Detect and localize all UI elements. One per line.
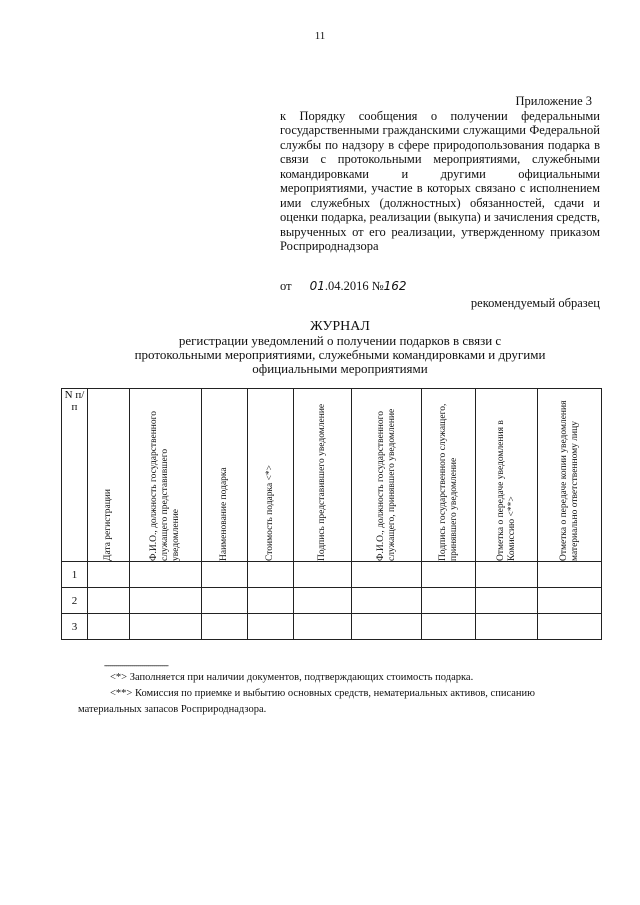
table-cell[interactable]	[88, 562, 130, 588]
footnote-2: <**> Комиссия по приемке и выбытию основных средств, нематериальных активов, списанию	[110, 688, 535, 699]
table-cell[interactable]	[476, 588, 538, 614]
table-cell[interactable]	[538, 614, 602, 640]
table-cell[interactable]	[248, 588, 294, 614]
table-cell[interactable]	[248, 614, 294, 640]
header-registration-date: Дата регистрации	[88, 389, 130, 562]
table-cell[interactable]	[294, 614, 352, 640]
appendix-title: Приложение 3	[515, 94, 592, 108]
order-line	[280, 279, 407, 294]
header-gift-cost: Стоимость подарка <*>	[248, 389, 294, 562]
journal-title: ЖУРНАЛ	[310, 319, 370, 334]
row-number: 3	[62, 614, 88, 640]
table-cell[interactable]	[130, 562, 202, 588]
journal-subtitle-line-1: регистрации уведомлений о получении подарков в связи с	[178, 333, 502, 348]
journal-table	[61, 388, 602, 640]
table-cell[interactable]	[130, 588, 202, 614]
table-cell[interactable]	[422, 614, 476, 640]
header-commission-transfer: Отметка о передаче уведомления в Комиссию <**>	[476, 389, 538, 562]
order-date-rest: .04.2016 №	[324, 279, 384, 293]
footnote-rule: --------------------------------	[104, 660, 168, 670]
table-cell[interactable]	[538, 562, 602, 588]
journal-subtitle-line-3: официальными мероприятиями	[252, 361, 428, 376]
header-row-number: N п/п	[62, 389, 88, 562]
table-cell[interactable]	[352, 588, 422, 614]
table-cell[interactable]	[202, 588, 248, 614]
header-submitter-signature: Подпись представившего уведомление	[294, 389, 352, 562]
table-cell[interactable]	[248, 562, 294, 588]
table-cell[interactable]	[352, 562, 422, 588]
header-submitter-name: Ф.И.О., должность государственного служащего представившего уведомление	[130, 389, 202, 562]
table-cell[interactable]	[422, 588, 476, 614]
table-cell[interactable]	[130, 614, 202, 640]
header-gift-name: Наименование подарка	[202, 389, 248, 562]
table-header-row	[62, 389, 602, 562]
table-cell[interactable]	[294, 562, 352, 588]
row-number: 1	[62, 562, 88, 588]
table-cell[interactable]	[476, 562, 538, 588]
table-row	[62, 588, 602, 614]
page-number: 11	[314, 30, 326, 42]
table-cell[interactable]	[538, 588, 602, 614]
footnotes	[78, 660, 602, 718]
order-number-handwritten: 162	[383, 279, 407, 293]
order-date	[310, 279, 407, 294]
footnote-1: <*> Заполняется при наличии документов, подтверждающих стоимость подарка.	[110, 672, 474, 683]
header-receiver-name: Ф.И.О., должность государственного служащего, принявшего уведомление	[352, 389, 422, 562]
header-receiver-signature: Подпись государственного служащего, принявшего уведомление	[422, 389, 476, 562]
order-day-handwritten: 01	[309, 279, 325, 293]
table-cell[interactable]	[88, 588, 130, 614]
appendix-body: к Порядку сообщения о получении федеральными государственными гражданскими служащими Федеральной службы по надзору в сфере природопользования подарка в связи с протокольными мероприятиями, служебными командировками и другими официальными мероприятиями, участие в которых связано с исполнением ими служебных (должностных) обязанностей, сдачи и оценки подарка, реализации (выкупа) и зачисления средств, вырученных от его реализации, утвержденному приказом Росприроднадзора	[280, 108, 600, 253]
header-copy-transfer: Отметка о передаче копии уведомления материально ответственному лицу	[538, 389, 602, 562]
table-cell[interactable]	[294, 588, 352, 614]
sample-label: рекомендуемый образец	[470, 296, 600, 310]
table-cell[interactable]	[202, 562, 248, 588]
row-number: 2	[62, 588, 88, 614]
table-cell[interactable]	[202, 614, 248, 640]
journal-subtitle-line-2: протокольными мероприятиями, служебными командировками и другими	[134, 347, 546, 362]
table-cell[interactable]	[88, 614, 130, 640]
footnote-2-continuation: материальных запасов Росприроднадзора.	[78, 704, 267, 715]
appendix-block	[280, 94, 600, 254]
journal-heading	[80, 320, 600, 376]
table-cell[interactable]	[352, 614, 422, 640]
table-cell[interactable]	[476, 614, 538, 640]
table-cell[interactable]	[422, 562, 476, 588]
table-row	[62, 614, 602, 640]
order-from-label: от	[280, 279, 292, 293]
table-row	[62, 562, 602, 588]
